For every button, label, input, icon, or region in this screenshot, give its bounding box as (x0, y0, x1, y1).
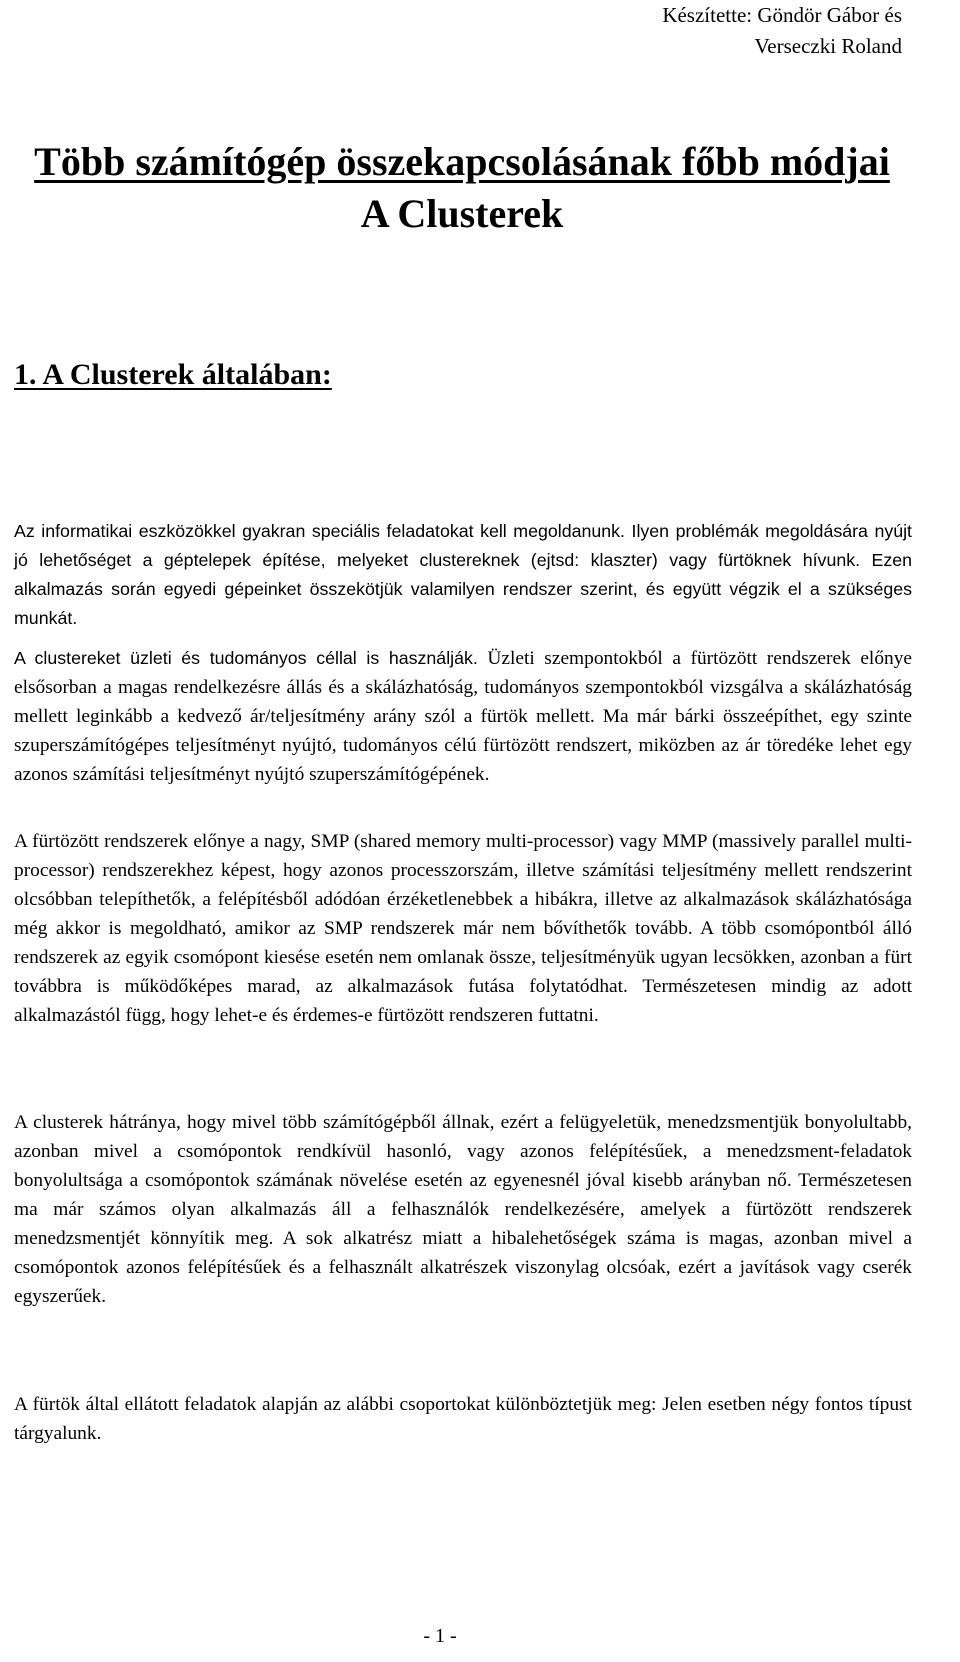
paragraph-usage-part-2: Üzleti szempontokból a fürtözött rendszerek előnye elsősorban a magas rendelkezésre állás és a skálázhatóság, tudományos szempontokból vizsgálva a skálázhatóság mellett leginkább a kedvező ár/teljesítmény arány szól a fürtök mellett. (14, 648, 913, 727)
paragraph-intro-text: Az informatikai eszközökkel gyakran speciális feladatokat kell megoldanunk. Ilyen problémák megoldására nyújt jó lehetőséget a géptelepek építése, melyeket clustereknek (ejtsd: klaszter) vagy fürtöknek hívunk. Ezen alkalmazás során egyedi gépeinket összekötjük valamilyen rendszer szerint, és együtt végzik el a szükséges munkát. (14, 521, 912, 628)
author-credit (662, 0, 902, 62)
paragraph-disadvantages (14, 1108, 912, 1311)
paragraph-usage (14, 644, 912, 789)
paragraph-usage-part-1: A clustereket üzleti és tudományos céllal is használják. (14, 648, 478, 668)
paragraph-intro (14, 517, 912, 633)
title-line-1: Több számítógép összekapcsolásának főbb módjai (34, 139, 890, 184)
author-line-2: Verseczki Roland (754, 34, 902, 58)
paragraph-usage-text (14, 644, 912, 789)
author-line-1: Készítette: Göndör Gábor és (662, 3, 902, 27)
section-heading: 1. A Clusterek általában: (14, 358, 332, 391)
page-number: - 1 - (423, 1625, 457, 1647)
paragraph-advantages-text: A fürtözött rendszerek előnye a nagy, SMP (shared memory multi-processor) vagy MMP (massively parallel multi-processor) rendszerekhez képest, hogy azonos processzorszám, illetve számítási teljesítmény mellett rendszerint olcsóbban telepíthetők, a felépítésből adódóan érzéketlenebbek a hibákra, illetve az alkalmazások skálázhatósága még akkor is megoldható, amikor az SMP rendszerek már nem bővíthetők tovább. A több csomópontból álló rendszerek az egyik csomópont kiesése esetén nem omlanak össze, teljesítményük ugyan lecsökken, azonban a fürt továbbra is működőképes marad, az alkalmazások futása folytatódhat. Természetesen mindig az adott alkalmazástól függ, hogy lehet-e és érdemes-e fürtözött rendszeren futtatni. (14, 831, 912, 1026)
paragraph-advantages (14, 827, 912, 1030)
paragraph-types (14, 1390, 912, 1448)
document-title (0, 136, 924, 240)
paragraph-types-text: A fürtök által ellátott feladatok alapján az alábbi csoportokat különböztetjük meg: Jelen esetben négy fontos típust tárgyalunk. (14, 1394, 912, 1444)
paragraph-disadvantages-text: A clusterek hátránya, hogy mivel több számítógépből állnak, ezért a felügyeletük, menedzsmentjük bonyolultabb, azonban mivel a csomópontok rendkívül hasonló, vagy azonos felépítésűek, a menedzsment-feladatok bonyolultsága a csomópontok számának növelése esetén az egyenesnél jóval kisebb arányban nő. Természetesen ma már számos olyan alkalmazás áll a felhasználók rendelkezésére, amelyek a fürtözött rendszerek menedzsmentjét könnyítik meg. A sok alkatrész miatt a hibalehetőségek száma is magas, azonban mivel a csomópontok azonos felépítésűek és a felhasznált alkatrészek viszonylag olcsóak, ezért a javítások vagy cserék egyszerűek. (14, 1112, 912, 1307)
paragraph-usage-part-3: Ma már bárki összeépíthet, egy szinte szuperszámítógépes teljesítményt nyújtó, tudományos célú fürtözött rendszert, miközben az ár töredéke lehet egy azonos számítási teljesítményt nyújtó szuperszámítógépének. (14, 706, 912, 785)
title-line-2: A Clusterek (360, 191, 564, 236)
